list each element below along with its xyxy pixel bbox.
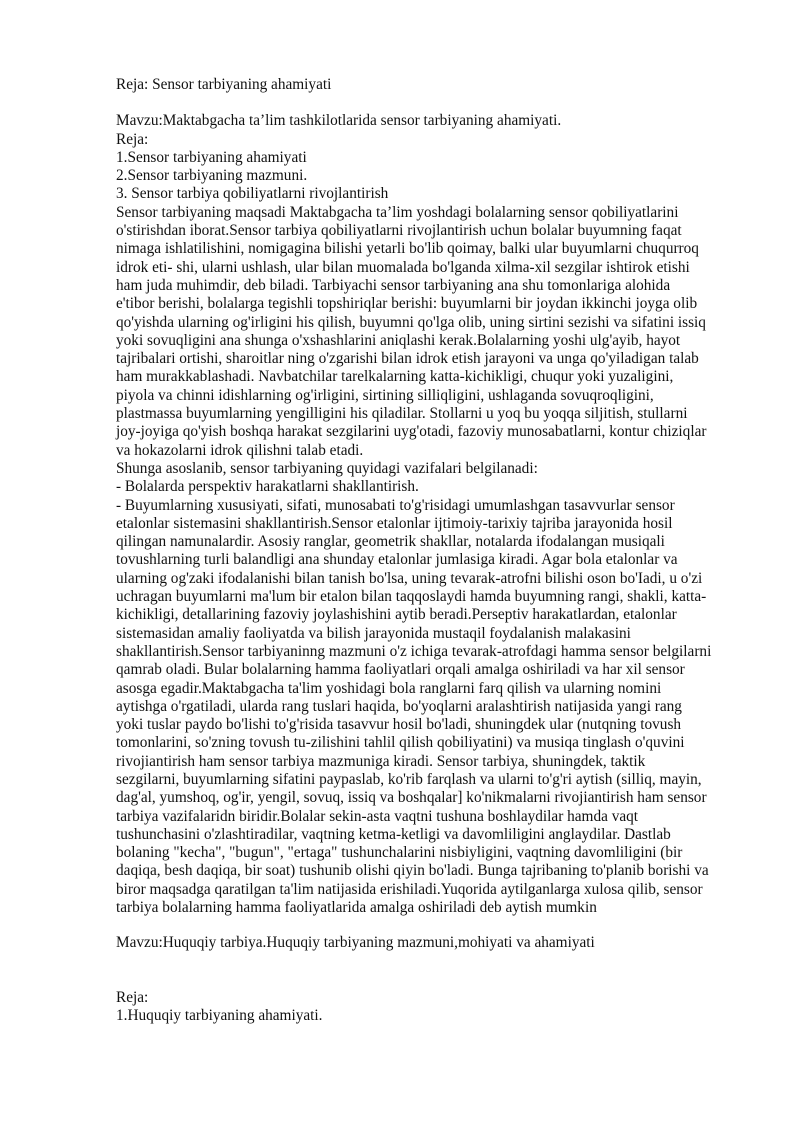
body-paragraph-1 (116, 204, 746, 460)
text-line: plastmassa buyumlarning yengilligini his qiladilar. Stollarni u yoq bu yoqqa siljitish, stullarni (116, 405, 688, 423)
text-line: e'tibor berishi, bolalarga tegishli topshiriqlar berishi: buyumlarni bir joydan ikkinchi joyga olib (116, 295, 698, 313)
text-line: yoki tuslar paydo bo'lishi to'g'risida tasavvur hosil bo'ladi, shuningdek ular (nutqning tovush (116, 716, 682, 734)
text-line: Shunga asoslanib, sensor tarbiyaning quyidagi vazifalari belgilanadi: (116, 459, 538, 477)
plan-label-2: Reja: (116, 988, 149, 1006)
text-line: sezgilarni, buyumlarning sifatini paypaslab, ko'rib farqlash va ularni to'g'ri aytish (silliq, mayin, (116, 770, 702, 788)
text-line: shakllantirish.Sensor tarbiyaninng mazmuni o'z ichiga tevarak-atrofdagi hamma sensor belgilarni (116, 642, 712, 660)
text-line: daqiqa, besh daqiqa, bir soat) tushunib olishi qiyin bo'ladi. Bunga tajribaning to'planib borishi va (116, 862, 709, 880)
text-line: va hokazolarni idrok qilishni talab etadi. (116, 441, 364, 459)
text-line: nimaga ishlatilishini, nomigagina bilishi yetarli bo'lib qoimay, balki ular buyumlarni chuqurroq (116, 240, 699, 258)
text-line: qilingan namunalardir. Asosiy ranglar, geometrik shakllar, notalarda ifodalangan musiqali (116, 533, 665, 551)
plan-item: 1.Sensor tarbiyaning ahamiyati (116, 148, 307, 166)
text-line: qo'yishda ularning og'irligini his qilish, buyumni qo'lga olib, uning sirtini sezishi va sifatini issiq (116, 313, 706, 331)
text-line: yoki sovuqligini ana shunga o'xshashlarini aniqlashi kerak.Bolalarning yoshi ulg'ayib, hayot (116, 331, 681, 349)
text-line: aytishga o'rgatiladi, ularda rang tuslari haqida, bo'yoqlarni aralashtirish natijasida yangi rang (116, 697, 682, 715)
text-line: tarbiya bolalarning hamma faoliyatlarida amalga oshiriladi deb aytish mumkin (116, 899, 597, 917)
plan-item: 2.Sensor tarbiyaning mazmuni. (116, 167, 308, 185)
text-line: ularning og'zaki ifodalanishi bilan tanish bo'lsa, uning tevarak-atrofni bilishi oson bo'Iadi, u o'zi (116, 569, 703, 587)
text-line: ham murakkablashadi. Navbatchilar tarelkalarning katta-kichikligi, chuqur yoki yuzaligini, (116, 368, 674, 386)
text-line: Sensor tarbiyaning maqsadi Maktabgacha ta’lim yoshdagi bolalarning sensor qobiliyatlarini (116, 203, 679, 221)
text-line: tushunchasini o'zlashtiradilar, vaqtning ketma-ketligi va davomliligini anglaydilar. Dastlab (116, 825, 671, 843)
document-page (116, 76, 746, 1025)
text-line: tajribalari ortishi, sharoitlar ning o'zgarishi bilan idrok etish jarayoni va unga qo'yiladigan talab (116, 350, 699, 368)
text-line: tovushlarning turli balandligi ana shunday etalonlar jumlasiga kiradi. Agar bola etalonlar va (116, 551, 678, 569)
plan-label: Reja: (116, 130, 149, 148)
text-line: sistemasidan amaliy faoliyatda va bilish jarayonida mustaqil foydalanish malakasini (116, 624, 631, 642)
text-line: ham juda muhimdir, deb biladi. Tarbiyachi sensor tarbiyaning ana shu tomonlariga alohida (116, 276, 671, 294)
text-line: dag'al, yumshoq, og'ir, yengil, sovuq, issiq va boshqalar] ko'nikmalarni rivojiantirish ham sensor (116, 789, 707, 807)
text-line: etalonlar sistemasini shakllantirish.Sensor etalonlar ijtimoiy-tarixiy tajriba jarayonida hosil (116, 514, 673, 532)
plan-item-2: 1.Huquqiy tarbiyaning ahamiyati. (116, 1006, 323, 1024)
body-paragraph-2 (116, 460, 746, 917)
text-line: idrok eti- shi, ularni ushlash, ular bilan muomalada bo'lganda xilma-xil sezgilar ishtirok etishi (116, 258, 690, 276)
text-line: tarbiya vazifalaridn biridir.Bolalar sekin-asta vaqtni tushuna boshlaydilar hamda vaqt (116, 807, 639, 825)
document-title: Reja: Sensor tarbiyaning ahamiyati (116, 76, 332, 93)
text-line: bolaning "kecha", "bugun", "ertaga" tushunchalarini nisbiyligini, vaqtning davomliligini (bir (116, 844, 683, 862)
text-line: piyola va chinni idishlarning og'irligini, sirtining silliqligini, ushlaganda sovuqroqligini, (116, 386, 654, 404)
text-line: o'stirishdan iborat.Sensor tarbiya qobiliyatlarni rivojlantirish uchun bolalar buyumning faqat (116, 222, 682, 240)
text-line: kichikligi, detallarining fazoviy joylashishini aytib beradi.Perseptiv harakatlardan, etalonlar (116, 606, 677, 624)
text-line: biror maqsadga qaratilgan ta'lim natijasida erishiladi.Yuqorida aytilganlarga xulosa qilib, sensor (116, 880, 703, 898)
topic-heading: Mavzu:Maktabgacha ta’lim tashkilotlarida sensor tarbiyaning ahamiyati. (116, 112, 562, 130)
text-line: joy-joyiga qo'yish boshqa harakat sezgilarini uyg'otadi, fazoviy munosabatlarni, kontur chiziqlar (116, 423, 707, 441)
text-line: - Bolalarda perspektiv harakatlarni shakllantirish. (116, 478, 419, 496)
topic-heading-2: Mavzu:Huquqiy tarbiya.Huquqiy tarbiyaning mazmuni,mohiyati va ahamiyati (116, 934, 595, 952)
text-line: - Buyumlarning xususiyati, sifati, munosabati to'g'risidagi umumlashgan tasavvurlar sensor (116, 496, 675, 514)
text-line: qamrab oladi. Bular bolalarning hamma faoliyatlari orqali amalga oshiriladi va har xil sensor (116, 661, 685, 679)
text-line: asosga egadir.Maktabgacha ta'lim yoshidagi bola ranglarni farq qilish va ularning nomini (116, 679, 662, 697)
plan-item: 3. Sensor tarbiya qobiliyatlarni rivojlantirish (116, 185, 389, 203)
text-line: uchragan buyumlarni ma'lum bir etalon bilan taqqoslaydi hamda buyumning rangi, shakli, katta- (116, 588, 707, 606)
text-line: tomonlarini, so'zning tovush tu-zilishini tahlil qilish qobiliyatini) va musiqa tinglash o'quvini (116, 734, 685, 752)
text-line: rivojiantirish ham sensor tarbiya mazmuniga kiradi. Sensor tarbiya, shuningdek, taktik (116, 752, 646, 770)
